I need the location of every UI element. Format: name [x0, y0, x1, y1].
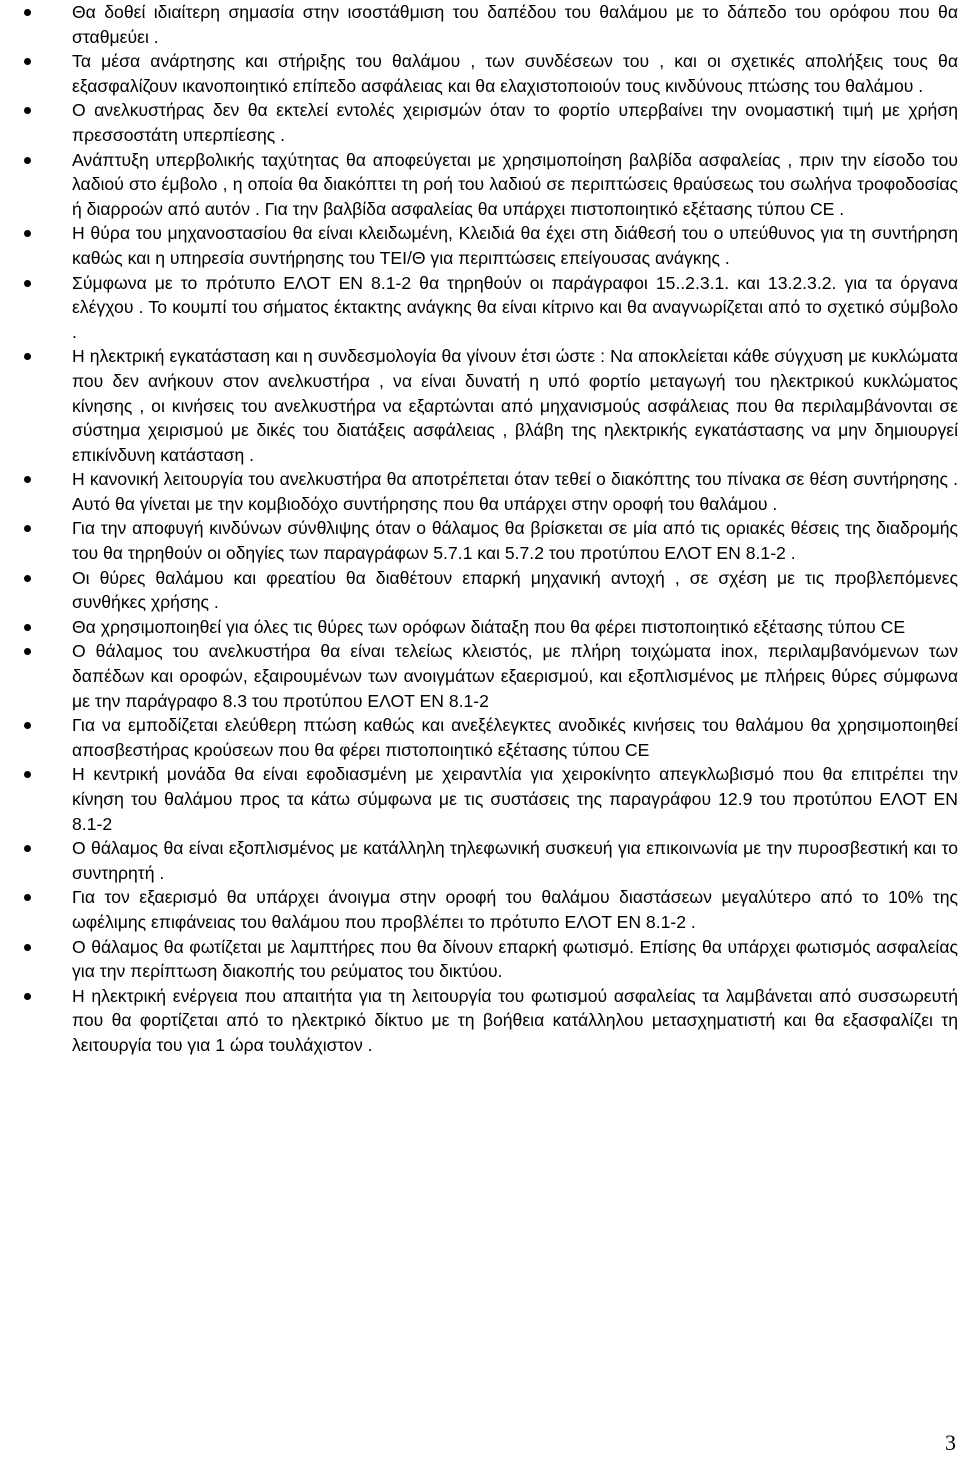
bullet-icon [24, 648, 31, 655]
bullet-icon [24, 771, 31, 778]
list-item-text: Η κεντρική μονάδα θα είναι εφοδιασμένη με χειραντλία για χειροκίνητο απεγκλωβισμό που θα επιτρέπει την κίνηση του θαλάμου προς τα κάτω σύμφωνα με τις συστάσεις της παραγράφου 12.9 του προτύπου ΕΛΟΤ ΕΝ 8.1-2 [72, 764, 958, 834]
bullet-icon [24, 993, 31, 1000]
list-item-text: Θα δοθεί ιδιαίτερη σημασία στην ισοστάθμιση του δαπέδου του θαλάμου με το δάπεδο του ορόφου που θα σταθμεύει . [72, 2, 958, 47]
list-item [0, 0, 960, 49]
list-item-text: Σύμφωνα με το πρότυπο ΕΛΟΤ ΕΝ 8.1-2 θα τηρηθούν οι παράγραφοι 15..2.3.1. και 13.2.3.2. για τα όργανα ελέγχου . Το κουμπί του σήματος έκτακτης ανάγκης θα είναι κίτρινο και θα αναγνωρίζεται από το σχετικό σύμβολο . [72, 272, 958, 342]
list-item [0, 935, 960, 984]
list-item [0, 516, 960, 565]
list-item [0, 344, 960, 467]
list-item-text: Η ηλεκτρική ενέργεια που απαιτήτα για τη λειτουργία του φωτισμού ασφαλείας τα λαμβάνεται από συσσωρευτή που θα φορτίζεται από το ηλεκτρικό δίκτυο με τη βοήθεια κατάλληλου μετασχηματιστή και θα εξασφαλίζει τη λειτουργία του για 1 ώρα τουλάχιστον . [72, 985, 958, 1055]
list-item [0, 615, 960, 640]
list-item-text: Τα μέσα ανάρτησης και στήριξης του θαλάμου , των συνδέσεων του , και οι σχετικές απολήξεις τους θα εξασφαλίζουν ικανοποιητικό επίπεδο ασφάλειας και θα ελαχιστοποιούν τους κινδύνους πτώσης του θαλάμου . [72, 51, 958, 96]
list-item [0, 98, 960, 147]
list-item-text: Η θύρα του μηχανοστασίου θα είναι κλειδωμένη, Κλειδιά θα έχει στη διάθεσή του ο υπεύθυνος για τη συντήρηση καθώς και η υπηρεσία συντήρησης του ΤΕΙ/Θ για περιπτώσεις επείγουσας ανάγκης . [72, 223, 958, 268]
bullet-icon [24, 107, 31, 114]
bullet-icon [24, 944, 31, 951]
list-item-text: Ανάπτυξη υπερβολικής ταχύτητας θα αποφεύγεται με χρησιμοποίηση βαλβίδα ασφαλείας , πριν την είσοδο του λαδιού στο έμβολο , η οποία θα διακόπτει τη ροή του λαδιού σε περιπτώσεις θραύσεως του σωλήνα τροφοδοσίας ή διαρροών από αυτόν . Για την βαλβίδα ασφαλείας θα υπάρχει πιστοποιητικό εξέτασης τύπου CE . [72, 149, 958, 219]
bullet-icon [24, 9, 31, 16]
list-item [0, 885, 960, 934]
list-item-text: Για την αποφυγή κινδύνων σύνθλιψης όταν ο θάλαμος θα βρίσκεται σε μία από τις οριακές θέσεις της διαδρομής του θα τηρηθούν οι οδηγίες των παραγράφων 5.7.1 και 5.7.2 του προτύπου ΕΛΟΤ ΕΝ 8.1-2 . [72, 518, 958, 564]
list-item-text: Ο ανελκυστήρας δεν θα εκτελεί εντολές χειρισμών όταν το φορτίο υπερβαίνει την ονομαστική τιμή με χρήση πρεσσοστάτη υπερπίεσης . [72, 100, 958, 145]
bullet-icon [24, 157, 31, 164]
page-number: 3 [945, 1430, 956, 1455]
bullet-icon [24, 845, 31, 852]
list-item [0, 713, 960, 762]
bullet-icon [24, 280, 31, 287]
list-item [0, 984, 960, 1058]
list-item [0, 148, 960, 222]
bullet-icon [24, 624, 31, 631]
list-item-text: Η ηλεκτρική εγκατάσταση και η συνδεσμολογία θα γίνουν έτσι ώστε : Να αποκλείεται κάθε σύγχυση με κυκλώματα που δεν ανήκουν στον ανελκυστήρα , να είναι δυνατή η υπό φορτίο μεταγωγή του ηλεκτρικού κυκλώματος κίνησης , οι κινήσεις του ανελκυστήρα να εξαρτώνται από μηχανισμούς ασφάλειας που θα περιλαμβάνονται σε σύστημα χειρισμού με δικές του διατάξεις ασφάλειας , βλάβη της ηλεκτρικής εγκατάστασης να μην δημιουργεί επικίνδυνη κατάσταση . [72, 346, 958, 465]
list-item-text: Ο θάλαμος του ανελκυστήρα θα είναι τελείως κλειστός, με πλήρη τοιχώματα inox, περιλαμβανόμενων των δαπέδων και οροφών, εξαιρουμένων των ανοιγμάτων εξαερισμού, και εξοπλισμένος με πλήρεις θύρες σύμφωνα με την παράγραφο 8.3 του προτύπου ΕΛΟΤ ΕΝ 8.1-2 [72, 641, 958, 711]
list-item [0, 271, 960, 345]
list-item [0, 836, 960, 885]
list-item [0, 221, 960, 270]
list-item-text: Οι θύρες θαλάμου και φρεατίου θα διαθέτουν επαρκή μηχανική αντοχή , σε σχέση με τις προβλεπόμενες συνθήκες χρήσης . [72, 567, 958, 613]
list-item [0, 467, 960, 516]
bullet-icon [24, 894, 31, 901]
list-item-text: Η κανονική λειτουργία του ανελκυστήρα θα αποτρέπεται όταν τεθεί ο διακόπτης του πίνακα σε θέση συντήρησης . Αυτό θα γίνεται με την κομβιοδόχο συντήρησης που θα υπάρχει στην οροφή του θαλάμου . [72, 469, 958, 514]
bullet-icon [24, 476, 31, 483]
list-item [0, 49, 960, 98]
bullet-icon [24, 525, 31, 532]
list-item [0, 762, 960, 836]
list-item [0, 639, 960, 713]
list-item [0, 566, 960, 615]
bullet-icon [24, 58, 31, 65]
list-item-text: Για τον εξαερισμό θα υπάρχει άνοιγμα στην οροφή του θαλάμου διαστάσεων μεγαλύτερο από το 10% της ωφέλιμης επιφάνειας του θαλάμου που προβλέπει το πρότυπο ΕΛΟΤ ΕΝ 8.1-2 . [72, 887, 958, 932]
bullet-icon [24, 353, 31, 360]
list-item-text: Θα χρησιμοποιηθεί για όλες τις θύρες των ορόφων διάταξη που θα φέρει πιστοποιητικό εξέτασης τύπου CE [72, 616, 906, 637]
bullet-icon [24, 722, 31, 729]
list-item-text: Για να εμποδίζεται ελεύθερη πτώση καθώς και ανεξέλεγκτες ανοδικές κινήσεις του θαλάμου θα χρησιμοποιηθεί αποσβεστήρας κρούσεων που θα φέρει πιστοποιητικό εξέτασης τύπου CE [72, 715, 958, 760]
bullet-icon [24, 230, 31, 237]
bullet-icon [24, 575, 31, 582]
list-item-text: Ο θάλαμος θα είναι εξοπλισμένος με κατάλληλη τηλεφωνική συσκευή για επικοινωνία με την πυροσβεστική και το συντηρητή . [72, 838, 958, 883]
list-item-text: Ο θάλαμος θα φωτίζεται με λαμπτήρες που θα δίνουν επαρκή φωτισμό. Επίσης θα υπάρχει φωτισμός ασφαλείας για την περίπτωση διακοπής του ρεύματος του δικτύου. [72, 936, 958, 982]
